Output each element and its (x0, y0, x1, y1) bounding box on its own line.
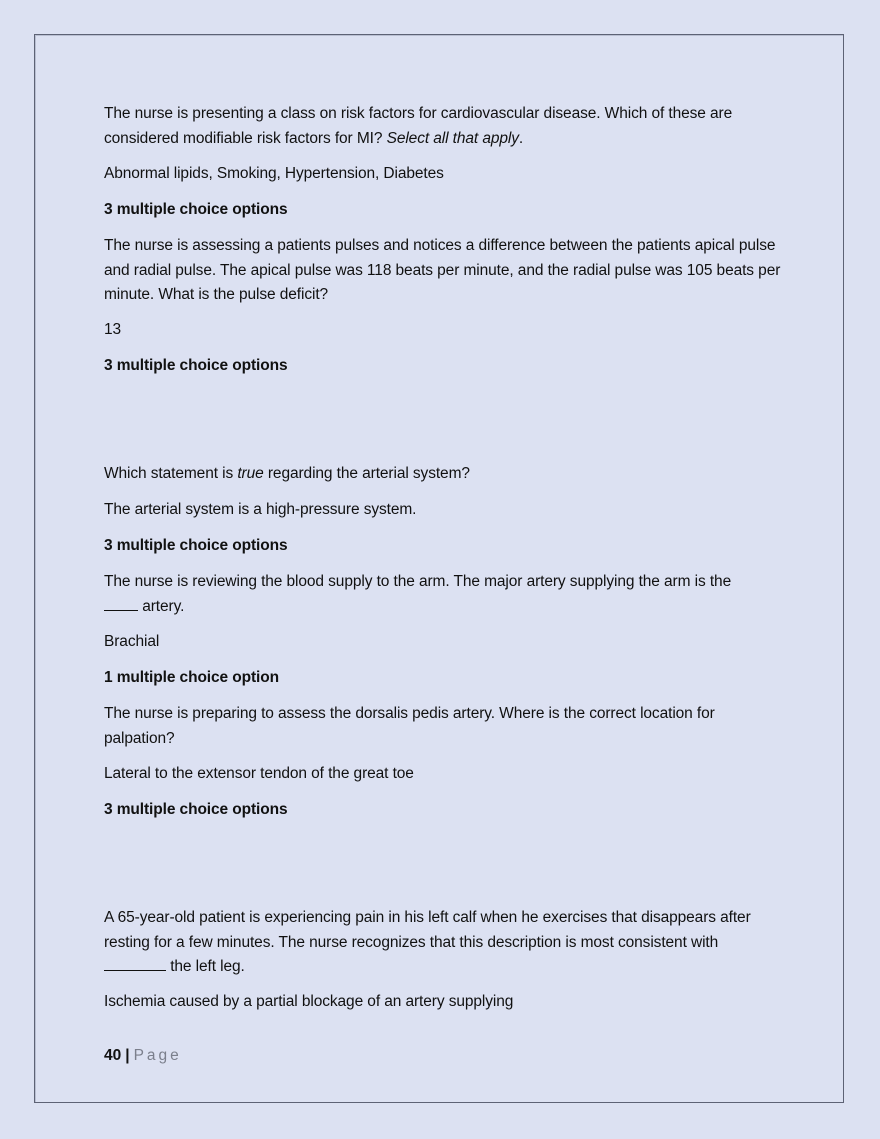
fill-in-blank (104, 956, 166, 971)
note-4: 1 multiple choice option (104, 669, 280, 686)
page-label: Page (133, 1047, 182, 1064)
note-5: 3 multiple choice options (104, 801, 288, 818)
question-2: The nurse is assessing a patients pulses and notices a difference between the patients apical pulse and radial pulse. The apical pulse was 118 beats per minute, and the radial pulse was 105 beats per minute. What is the pulse deficit? (104, 237, 781, 303)
note-1: 3 multiple choice options (104, 201, 288, 218)
question-line-3 (104, 955, 784, 980)
question-line-1: A 65-year-old patient is experiencing pain in his left calf when he exercises that disappears after (104, 909, 751, 926)
answer-1: Abnormal lipids, Smoking, Hypertension, Diabetes (104, 165, 444, 182)
question-text: Which statement is (104, 465, 238, 482)
answer-6: Ischemia caused by a partial blockage of an artery supplying (104, 993, 514, 1010)
answer-5: Lateral to the extensor tendon of the great toe (104, 765, 414, 782)
question-1 (104, 102, 784, 151)
question-5: The nurse is preparing to assess the dorsalis pedis artery. Where is the correct location for palpation? (104, 705, 715, 747)
question-text-end: . (518, 129, 524, 147)
question-6 (104, 906, 784, 980)
question-text: The nurse is presenting a class on risk factors for cardiovascular disease. Which of these are considered modifiable risk factors for MI? (104, 105, 733, 147)
answer-2: 13 (104, 321, 122, 338)
answer-3: The arterial system is a high-pressure system. (104, 501, 417, 518)
question-line-2-text: artery. (138, 597, 185, 615)
page-footer (104, 1045, 182, 1067)
question-line-2: resting for a few minutes. The nurse recognizes that this description is most consistent with (104, 933, 719, 951)
question-4 (104, 570, 784, 619)
question-text-end: regarding the arterial system? (263, 465, 470, 482)
question-3 (104, 462, 784, 487)
question-line-1: The nurse is reviewing the blood supply to the arm. The major artery supplying the arm is the (104, 573, 732, 590)
note-3: 3 multiple choice options (104, 537, 288, 554)
page-number: 40 (104, 1047, 122, 1064)
answer-4: Brachial (104, 633, 160, 650)
fill-in-blank (104, 596, 138, 611)
question-emphasis: true (237, 465, 264, 482)
note-2: 3 multiple choice options (104, 357, 288, 374)
question-line-2 (104, 595, 784, 620)
question-line-3-text: the left leg. (166, 958, 245, 975)
page-separator: | (125, 1047, 130, 1064)
question-emphasis: Select all that apply (386, 129, 519, 147)
